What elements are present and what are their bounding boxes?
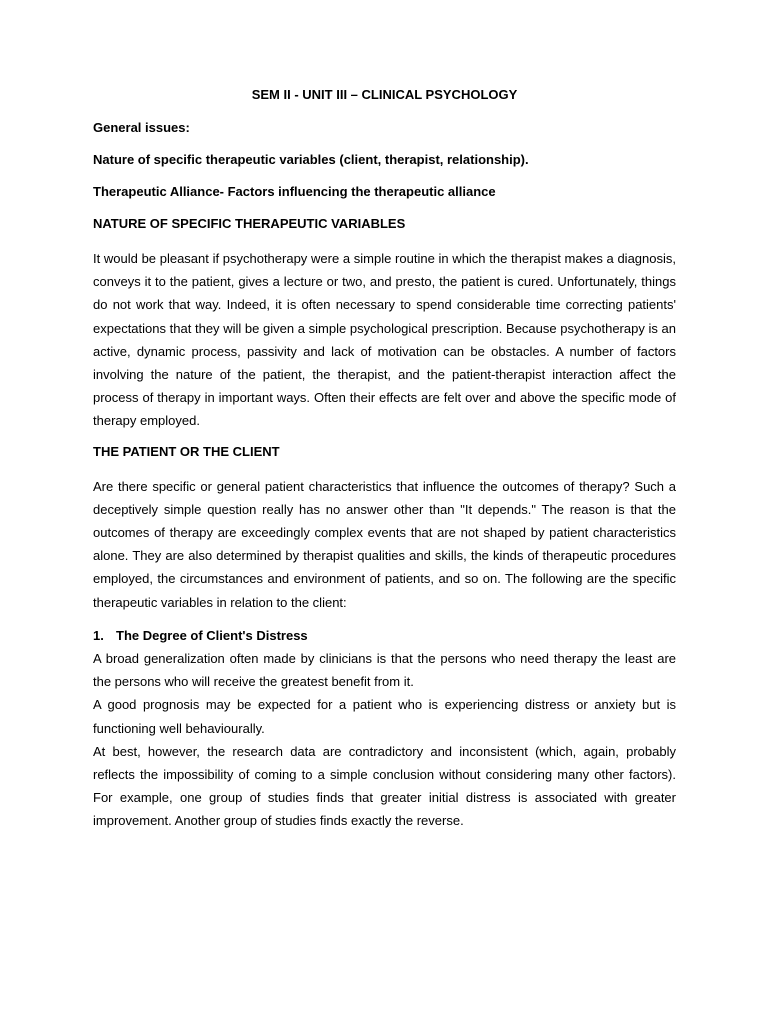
item-number: 1.	[93, 627, 104, 643]
paragraph-distress-3: At best, however, the research data are contradictory and inconsistent (which, again, probably reflects the impossibility of coming to a simple conclusion without considering many other factors). For example, one group of studies finds that greater initial distress is associated with greater improvement. Another group of studies finds exactly the reverse.	[93, 743, 676, 829]
section-heading-variables: NATURE OF SPECIFIC THERAPEUTIC VARIABLES	[93, 216, 406, 231]
paragraph-distress-1: A broad generalization often made by clinicians is that the persons who need therapy the least are the persons who will receive the greatest benefit from it.	[93, 651, 676, 690]
document-title: SEM II - UNIT III – CLINICAL PSYCHOLOGY	[251, 87, 518, 102]
paragraph-client: Are there specific or general patient characteristics that influence the outcomes of therapy? Such a deceptively simple question really has no answer other than "It depends." The reason is that the outcomes of therapy are exceedingly complex events that are not shaped by patient characteristics alone. They are also determined by therapist qualities and skills, the kinds of therapeutic procedures employed, the circumstances and environment of patients, and so on. The following are the specific therapeutic variables in relation to the client:	[93, 478, 676, 610]
general-issues-heading: General issues:	[93, 120, 190, 135]
item-heading: The Degree of Client's Distress	[116, 627, 308, 643]
section-heading-client: THE PATIENT OR THE CLIENT	[93, 443, 280, 459]
paragraph-variables: It would be pleasant if psychotherapy were a simple routine in which the therapist makes a diagnosis, conveys it to the patient, gives a lecture or two, and presto, the patient is cured. Unfortunately, things do not work that way. Indeed, it is often necessary to spend considerable time correcting patients' expectations that they will be given a simple psychological prescription. Because psychotherapy is an active, dynamic process, passivity and lack of motivation can be obstacles. A number of factors involving the nature of the patient, the therapist, and the patient-therapist interaction affect the process of therapy in important ways. Often their effects are felt over and above the specific mode of therapy employed.	[93, 251, 676, 429]
document-page	[93, 86, 676, 833]
nature-heading: Nature of specific therapeutic variables (client, therapist, relationship).	[93, 152, 529, 167]
numbered-heading-distress	[93, 624, 676, 647]
paragraph-distress-2: A good prognosis may be expected for a patient who is experiencing distress or anxiety but is functioning well behaviourally.	[93, 697, 676, 736]
alliance-heading: Therapeutic Alliance- Factors influencing the therapeutic alliance	[93, 184, 496, 199]
